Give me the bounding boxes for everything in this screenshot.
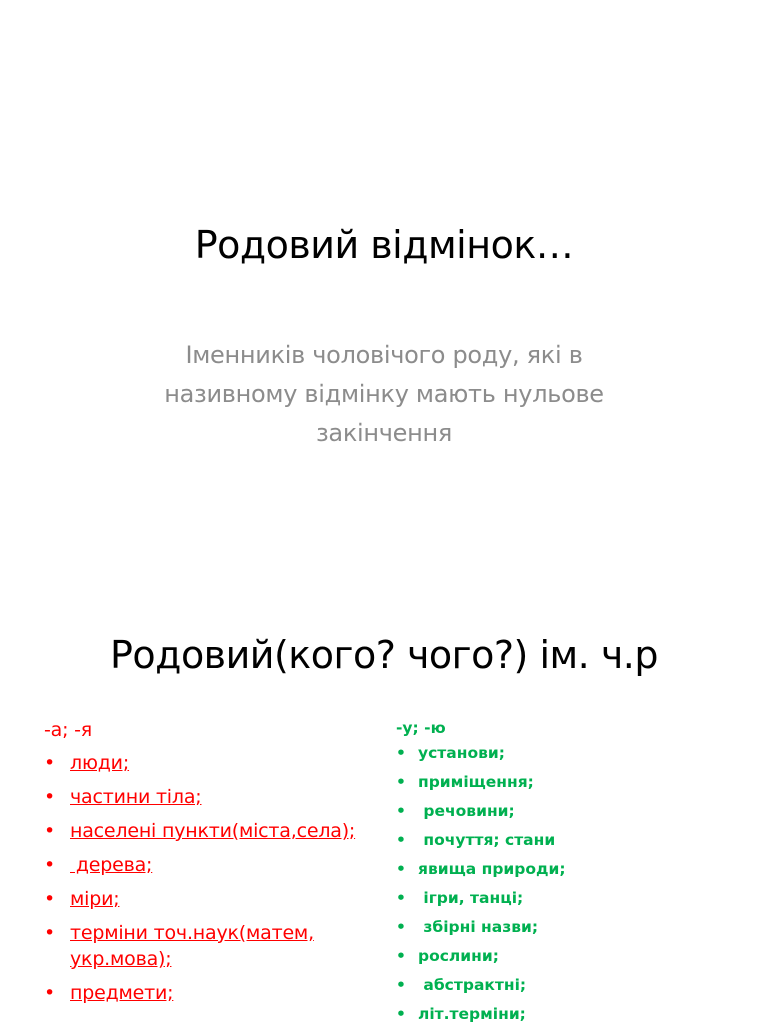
left-column [44, 716, 384, 1014]
bullet-icon: • [44, 820, 56, 842]
right-item-text: літ.терміни; [418, 1005, 526, 1023]
bullet-icon: • [396, 860, 406, 878]
subtitle-line: називному відмінку мають нульове [164, 380, 604, 408]
right-list-item [396, 858, 756, 887]
left-item-text: дерева; [70, 854, 153, 876]
left-list-item [44, 980, 384, 1006]
right-item-text: ігри, танці; [418, 889, 524, 907]
bullet-icon: • [396, 889, 406, 907]
left-item-text: люди; [70, 752, 130, 774]
right-item-text: збірні назви; [418, 918, 539, 936]
bullet-icon: • [396, 802, 406, 820]
left-item-text: частини тіла; [70, 786, 202, 808]
bullet-icon: • [44, 922, 56, 944]
right-item-text: приміщення; [418, 773, 534, 791]
left-list-item [44, 784, 384, 810]
right-list-item [396, 974, 756, 1003]
bullet-icon: • [396, 976, 406, 994]
bullet-icon: • [44, 786, 56, 808]
right-item-text: почуття; стани [418, 831, 556, 849]
right-list-item [396, 887, 756, 916]
subtitle-line: закінчення [315, 419, 453, 447]
left-list-item [44, 886, 384, 912]
bullet-icon: • [396, 744, 406, 762]
bullet-icon: • [44, 752, 56, 774]
left-column-heading: -а; -я [44, 719, 93, 741]
left-list [44, 750, 384, 1006]
bullet-icon: • [396, 918, 406, 936]
right-column [396, 717, 756, 1032]
right-list-item [396, 1003, 756, 1032]
right-column-heading: -у; -ю [396, 719, 446, 737]
left-item-text: міри; [70, 888, 120, 910]
right-list-item [396, 945, 756, 974]
bullet-icon: • [396, 831, 406, 849]
left-list-item [44, 818, 384, 844]
right-list-item [396, 800, 756, 829]
right-item-text: рослини; [418, 947, 499, 965]
slide-2-title: Родовий(кого? чого?) ім. ч.р [110, 633, 658, 677]
right-list [396, 742, 756, 1032]
right-list-item [396, 829, 756, 858]
right-list-item [396, 916, 756, 945]
left-list-item [44, 920, 384, 972]
right-item-text: установи; [418, 744, 505, 762]
bullet-icon: • [396, 1005, 406, 1023]
left-item-text: населені пункти(міста,села); [70, 820, 356, 842]
slide-1-title: Родовий відмінок… [194, 223, 574, 267]
bullet-icon: • [44, 888, 56, 910]
bullet-icon: • [396, 947, 406, 965]
left-list-item [44, 750, 384, 776]
bullet-icon: • [396, 773, 406, 791]
left-list-item [44, 852, 384, 878]
subtitle-line: Іменників чоловічого роду, які в [185, 341, 583, 369]
bullet-icon: • [44, 982, 56, 1004]
right-list-item [396, 742, 756, 771]
slide-2 [0, 576, 768, 1024]
bullet-icon: • [44, 854, 56, 876]
left-item-text: предмети; [70, 982, 174, 1004]
right-list-item [396, 771, 756, 800]
left-item-text: терміни точ.наук(матем, укр.мова); [70, 922, 314, 970]
right-item-text: явища природи; [418, 860, 566, 878]
right-item-text: речовини; [418, 802, 515, 820]
right-item-text: абстрактні; [418, 976, 527, 994]
slide-1-subtitle [84, 336, 684, 453]
